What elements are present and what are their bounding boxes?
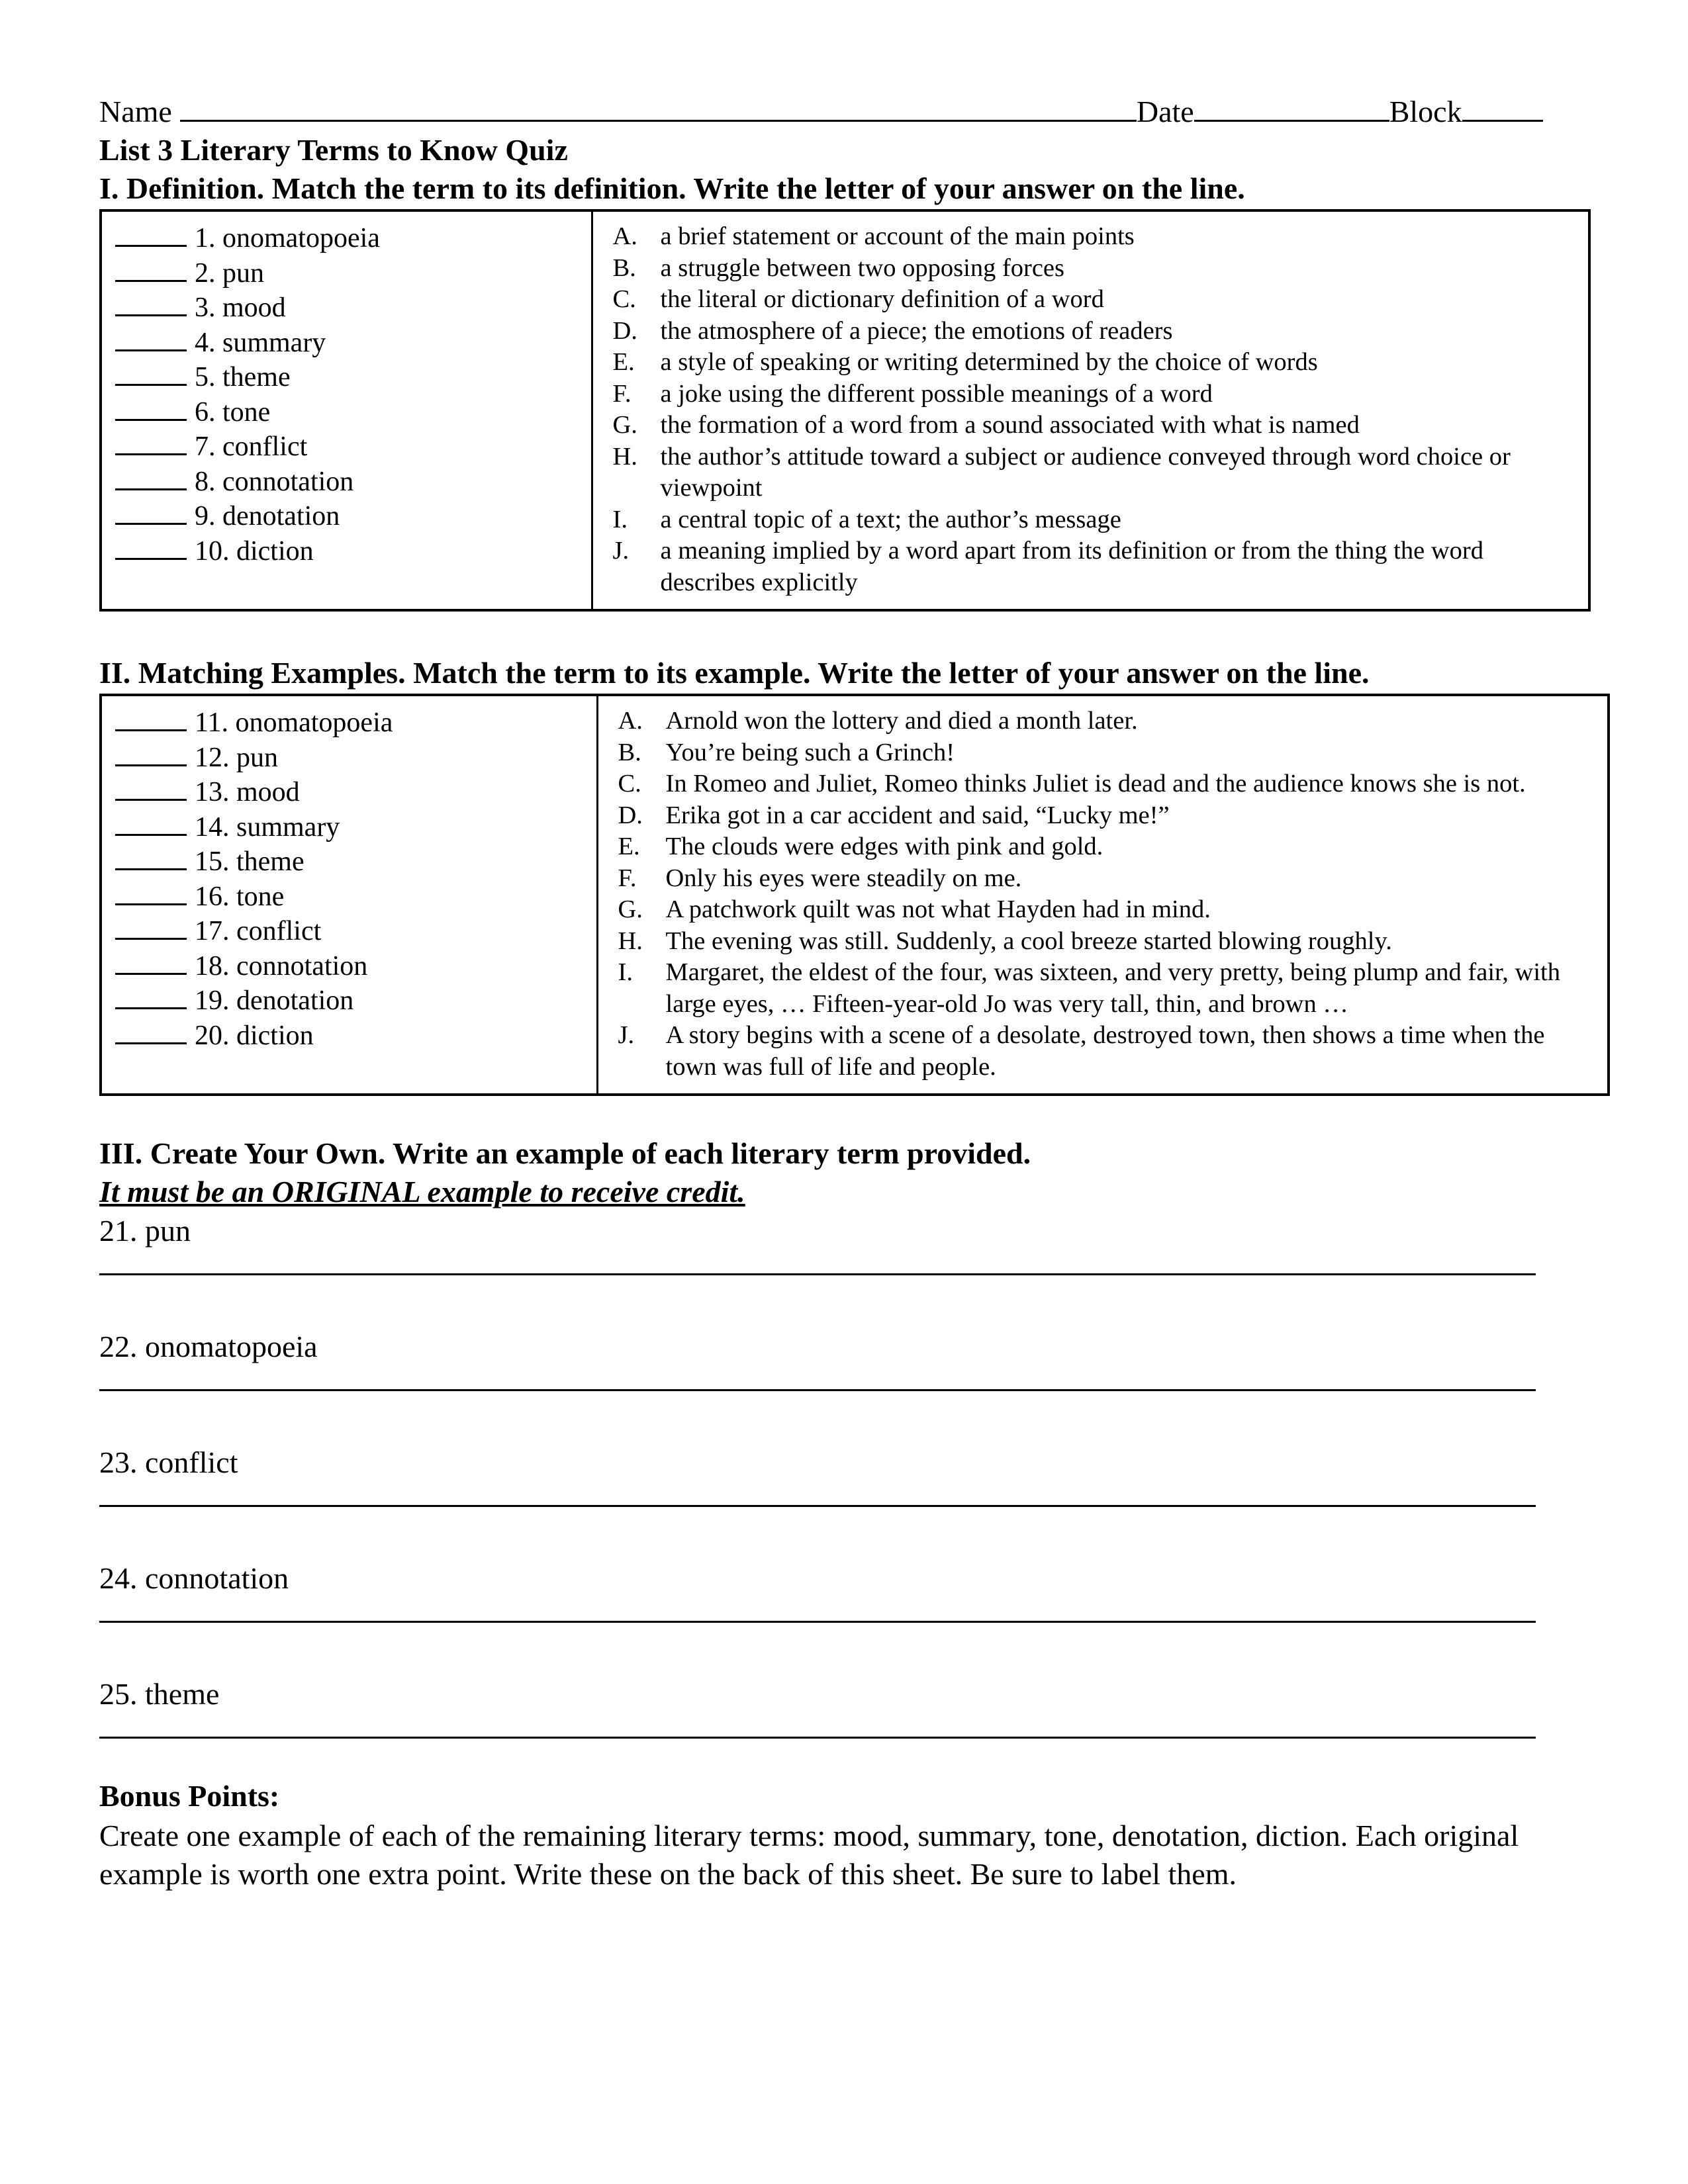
date-blank[interactable] xyxy=(1194,96,1389,122)
answer-line[interactable] xyxy=(99,1713,1536,1739)
definition-letter: F. xyxy=(612,379,632,408)
term-label: 10. diction xyxy=(195,535,314,567)
example-text: The evening was still. Suddenly, a cool breeze started blowing roughly. xyxy=(665,927,1392,955)
term-row xyxy=(115,914,596,949)
term-label: 17. conflict xyxy=(195,916,322,946)
example-text: A patchwork quilt was not what Hayden had in mind. xyxy=(665,895,1211,923)
answer-blank[interactable] xyxy=(115,779,187,801)
definition-item xyxy=(613,253,1589,285)
example-item xyxy=(618,926,1608,958)
bonus-text: Create one example of each of the remaining literary terms: mood, summary, tone, denotation, diction. Each original example is worth one extra point. Write these on the back of this sheet. Be sure to label them. xyxy=(99,1819,1519,1891)
definition-letter: C. xyxy=(612,285,636,313)
term-row xyxy=(115,465,591,500)
answer-blank[interactable] xyxy=(115,745,187,766)
block-blank[interactable] xyxy=(1462,96,1543,122)
definition-item xyxy=(613,410,1589,441)
example-text: You’re being such a Grinch! xyxy=(665,738,955,766)
example-letter: F. xyxy=(618,864,637,892)
term-label: 15. theme xyxy=(195,846,305,877)
quiz-page xyxy=(99,94,1609,1893)
answer-blank[interactable] xyxy=(115,330,187,351)
definition-text: a meaning implied by a word apart from its definition or from the thing the word describes explicitly xyxy=(660,537,1483,596)
create-item xyxy=(99,1444,1609,1507)
definition-text: the literal or dictionary definition of a word xyxy=(660,285,1104,313)
create-item xyxy=(99,1328,1609,1391)
example-letter: J. xyxy=(618,1021,635,1049)
definition-item xyxy=(613,316,1589,347)
definition-letter: D. xyxy=(612,316,637,345)
term-label: 2. pun xyxy=(195,257,264,289)
example-text: A story begins with a scene of a desolate, destroyed town, then shows a time when the town was full of life and people. xyxy=(665,1021,1545,1081)
term-label: 11. onomatopoeia xyxy=(195,707,393,738)
term-label: 12. pun xyxy=(195,742,278,773)
section2-heading: II. Matching Examples. Match the term to its example. Write the letter of your answer on the line. xyxy=(99,656,1370,690)
answer-blank[interactable] xyxy=(115,399,187,421)
block-label: Block xyxy=(1389,95,1462,128)
example-text: Margaret, the eldest of the four, was sixteen, and very pretty, being plump and fair, with large eyes, … Fifteen-year-old Jo was very tall, thin, and brown … xyxy=(665,958,1561,1018)
section2-examples xyxy=(597,695,1609,1095)
answer-blank[interactable] xyxy=(115,295,187,316)
term-row xyxy=(115,360,591,395)
definition-item xyxy=(613,441,1589,504)
example-text: The clouds were edges with pink and gold. xyxy=(665,833,1103,860)
definition-item xyxy=(613,504,1589,536)
term-row xyxy=(115,395,591,430)
answer-blank[interactable] xyxy=(115,364,187,386)
definition-item xyxy=(613,221,1589,253)
term-label: 8. connotation xyxy=(195,466,354,497)
definition-text: a joke using the different possible meanings of a word xyxy=(660,379,1213,408)
term-label: 1. onomatopoeia xyxy=(195,223,380,253)
create-item-label: 25. theme xyxy=(99,1677,220,1711)
term-label: 6. tone xyxy=(195,396,271,428)
answer-blank[interactable] xyxy=(115,225,187,247)
answer-blank[interactable] xyxy=(115,884,187,905)
definition-text: a central topic of a text; the author’s message xyxy=(660,505,1121,533)
section2-table xyxy=(99,694,1610,1096)
answer-blank[interactable] xyxy=(115,260,187,282)
term-label: 7. conflict xyxy=(195,432,308,462)
answer-blank[interactable] xyxy=(115,469,187,490)
definition-item xyxy=(613,535,1589,598)
section1-definitions xyxy=(592,210,1589,610)
term-label: 18. connotation xyxy=(195,950,368,981)
term-label: 19. denotation xyxy=(195,985,354,1016)
definition-text: the atmosphere of a piece; the emotions of readers xyxy=(660,316,1173,345)
definition-item xyxy=(613,379,1589,410)
answer-line[interactable] xyxy=(99,1597,1536,1623)
create-item-label: 21. pun xyxy=(99,1214,191,1248)
definition-letter: J. xyxy=(612,537,630,565)
example-text: In Romeo and Juliet, Romeo thinks Juliet is dead and the audience knows she is not. xyxy=(665,770,1526,797)
create-item xyxy=(99,1212,1609,1275)
section1-heading: I. Definition. Match the term to its definition. Write the letter of your answer on the line. xyxy=(99,171,1245,205)
term-row xyxy=(115,221,591,256)
example-letter: G. xyxy=(618,895,643,923)
answer-blank[interactable] xyxy=(115,1023,187,1044)
answer-line[interactable] xyxy=(99,1481,1536,1507)
section1-terms xyxy=(101,210,592,610)
header-line xyxy=(99,94,1609,132)
term-row xyxy=(115,291,591,326)
example-item xyxy=(618,705,1608,737)
section3-note: It must be an ORIGINAL example to receive credit. xyxy=(99,1175,745,1208)
definition-letter: I. xyxy=(612,505,628,533)
answer-blank[interactable] xyxy=(115,433,187,455)
term-row xyxy=(115,880,596,915)
term-label: 20. diction xyxy=(195,1020,314,1051)
term-label: 4. summary xyxy=(195,327,326,358)
example-text: Erika got in a car accident and said, “Lucky me!” xyxy=(665,801,1170,829)
term-row xyxy=(115,326,591,361)
example-item xyxy=(618,737,1608,769)
definition-text: a style of speaking or writing determined by the choice of words xyxy=(660,348,1318,376)
definition-item xyxy=(613,347,1589,379)
date-label: Date xyxy=(1136,95,1194,128)
name-blank[interactable] xyxy=(180,96,1137,122)
answer-blank[interactable] xyxy=(115,848,187,870)
create-item-label: 23. conflict xyxy=(99,1445,238,1479)
example-letter: E. xyxy=(618,833,640,860)
term-row xyxy=(115,983,596,1019)
section3-heading: III. Create Your Own. Write an example of each literary term provided. xyxy=(99,1136,1031,1170)
definition-text: a struggle between two opposing forces xyxy=(660,253,1064,282)
example-letter: I. xyxy=(618,958,633,986)
create-item-label: 22. onomatopoeia xyxy=(99,1330,318,1363)
section2-terms xyxy=(101,695,597,1095)
term-row xyxy=(115,775,596,810)
example-item xyxy=(618,1020,1608,1083)
example-item xyxy=(618,894,1608,926)
definition-letter: E. xyxy=(612,348,635,376)
term-label: 3. mood xyxy=(195,293,286,323)
create-item-label: 24. connotation xyxy=(99,1561,289,1595)
name-label: Name xyxy=(99,95,172,128)
term-row xyxy=(115,705,596,741)
term-label: 14. summary xyxy=(195,811,340,842)
definition-text: the formation of a word from a sound associated with what is named xyxy=(660,411,1360,439)
answer-blank[interactable] xyxy=(115,814,187,836)
answer-blank[interactable] xyxy=(115,503,187,525)
example-letter: H. xyxy=(618,927,643,955)
example-item xyxy=(618,831,1608,863)
example-letter: C. xyxy=(618,770,641,797)
example-text: Arnold won the lottery and died a month later. xyxy=(665,707,1138,735)
create-item xyxy=(99,1560,1609,1623)
quiz-title: List 3 Literary Terms to Know Quiz xyxy=(99,133,568,167)
definition-letter: G. xyxy=(612,411,637,439)
definition-item xyxy=(613,284,1589,316)
definition-letter: B. xyxy=(612,253,636,282)
answer-blank[interactable] xyxy=(115,538,187,560)
section1-table xyxy=(99,209,1591,612)
term-label: 9. denotation xyxy=(195,501,340,531)
example-item xyxy=(618,863,1608,895)
create-item xyxy=(99,1676,1609,1739)
answer-blank[interactable] xyxy=(115,918,187,940)
example-letter: B. xyxy=(618,738,641,766)
term-label: 5. theme xyxy=(195,362,291,392)
term-label: 16. tone xyxy=(195,881,285,912)
example-text: Only his eyes were steadily on me. xyxy=(665,864,1022,892)
example-item xyxy=(618,800,1608,832)
definition-text: the author’s attitude toward a subject or audience conveyed through word choice or viewpoint xyxy=(660,442,1511,502)
term-row xyxy=(115,430,591,465)
term-row xyxy=(115,844,596,880)
example-item xyxy=(618,768,1608,800)
term-row xyxy=(115,534,591,569)
definition-letter: A. xyxy=(612,222,637,250)
definition-text: a brief statement or account of the main points xyxy=(660,222,1135,250)
term-row xyxy=(115,949,596,984)
answer-blank[interactable] xyxy=(115,709,187,731)
term-row xyxy=(115,1019,596,1054)
answer-blank[interactable] xyxy=(115,953,187,975)
term-row xyxy=(115,810,596,845)
term-row xyxy=(115,499,591,534)
answer-line[interactable] xyxy=(99,1250,1536,1275)
bonus-heading: Bonus Points: xyxy=(99,1779,280,1813)
definition-letter: H. xyxy=(612,442,637,471)
term-label: 13. mood xyxy=(195,777,300,807)
term-row xyxy=(115,256,591,291)
example-letter: A. xyxy=(618,707,643,735)
answer-blank[interactable] xyxy=(115,987,187,1009)
term-row xyxy=(115,741,596,776)
example-letter: D. xyxy=(618,801,643,829)
example-item xyxy=(618,957,1608,1020)
answer-line[interactable] xyxy=(99,1365,1536,1391)
